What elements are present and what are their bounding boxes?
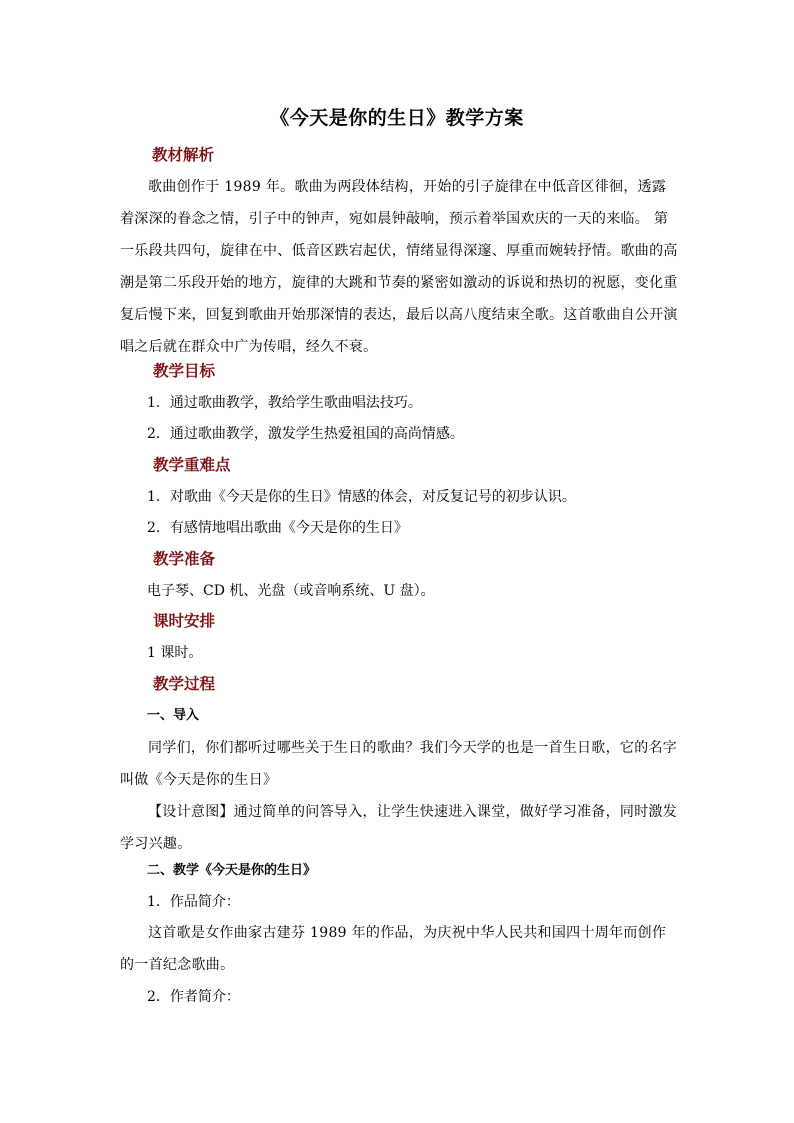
heading-schedule: 课时安排 [153, 611, 216, 630]
schedule-text: 1 课时。 [147, 645, 203, 661]
heading-goals: 教学目标 [153, 361, 216, 380]
paragraph-intro: 同学们，你们都听过哪些关于生日的歌曲？我们今天学的也是一首生日歌，它的名字叫做《今天是你的生日》 [120, 740, 678, 788]
item-author-intro: 2．作者简介： [147, 989, 240, 1005]
heading-process: 教学过程 [153, 674, 216, 693]
paragraph-work-intro: 这首歌是女作曲家古建芬 1989 年的作品，为庆祝中华人民共和国四十周年而创作的一首纪念歌曲。 [120, 925, 667, 973]
subheading-teaching: 二、教学《今天是你的生日》 [147, 863, 317, 878]
document-title: 《今天是你的生日》教学方案 [270, 107, 524, 129]
key-point-item-2: 2．有感情地唱出歌曲《今天是你的生日》 [147, 520, 408, 536]
heading-key-points: 教学重难点 [153, 455, 231, 474]
key-point-item-1: 1．对歌曲《今天是你的生日》情感的体会，对反复记号的初步认识。 [147, 489, 576, 505]
heading-preparation: 教学准备 [153, 549, 216, 568]
item-work-intro: 1．作品简介： [147, 894, 240, 910]
goal-item-2: 2．通过歌曲教学，激发学生热爱祖国的高尚情感。 [147, 426, 464, 442]
preparation-text: 电子琴、CD 机、光盘（或音响系统、U 盘）。 [147, 583, 435, 599]
paragraph-design-intent: 【设计意图】通过简单的问答导入，让学生快速进入课堂，做好学习准备，同时激发学习兴趣。 [120, 804, 678, 852]
heading-analysis: 教材解析 [152, 145, 215, 164]
paragraph-analysis: 歌曲创作于 1989 年。歌曲为两段体结构，开始的引子旋律在中低音区徘徊，透露着深深的眷念之情，引子中的钟声，宛如晨钟敲响，预示着举国欢庆的一天的来临。 第一乐段共四句，旋律在中、低音区跌宕起伏，情绪显得深邃、厚重而婉转抒情。歌曲的高潮是第二乐段开始的地方，旋律的大跳和节奏的紧密如激动的诉说和热切的祝愿，变化重复后慢下来，回复到歌曲开始那深情的表达，最后以高八度结束全歌。这首歌曲自公开演唱之后就在群众中广为传唱，经久不衰。 [120, 179, 678, 355]
goal-item-1: 1．通过歌曲教学，教给学生歌曲唱法技巧。 [147, 395, 422, 411]
subheading-intro: 一、导入 [147, 708, 200, 723]
